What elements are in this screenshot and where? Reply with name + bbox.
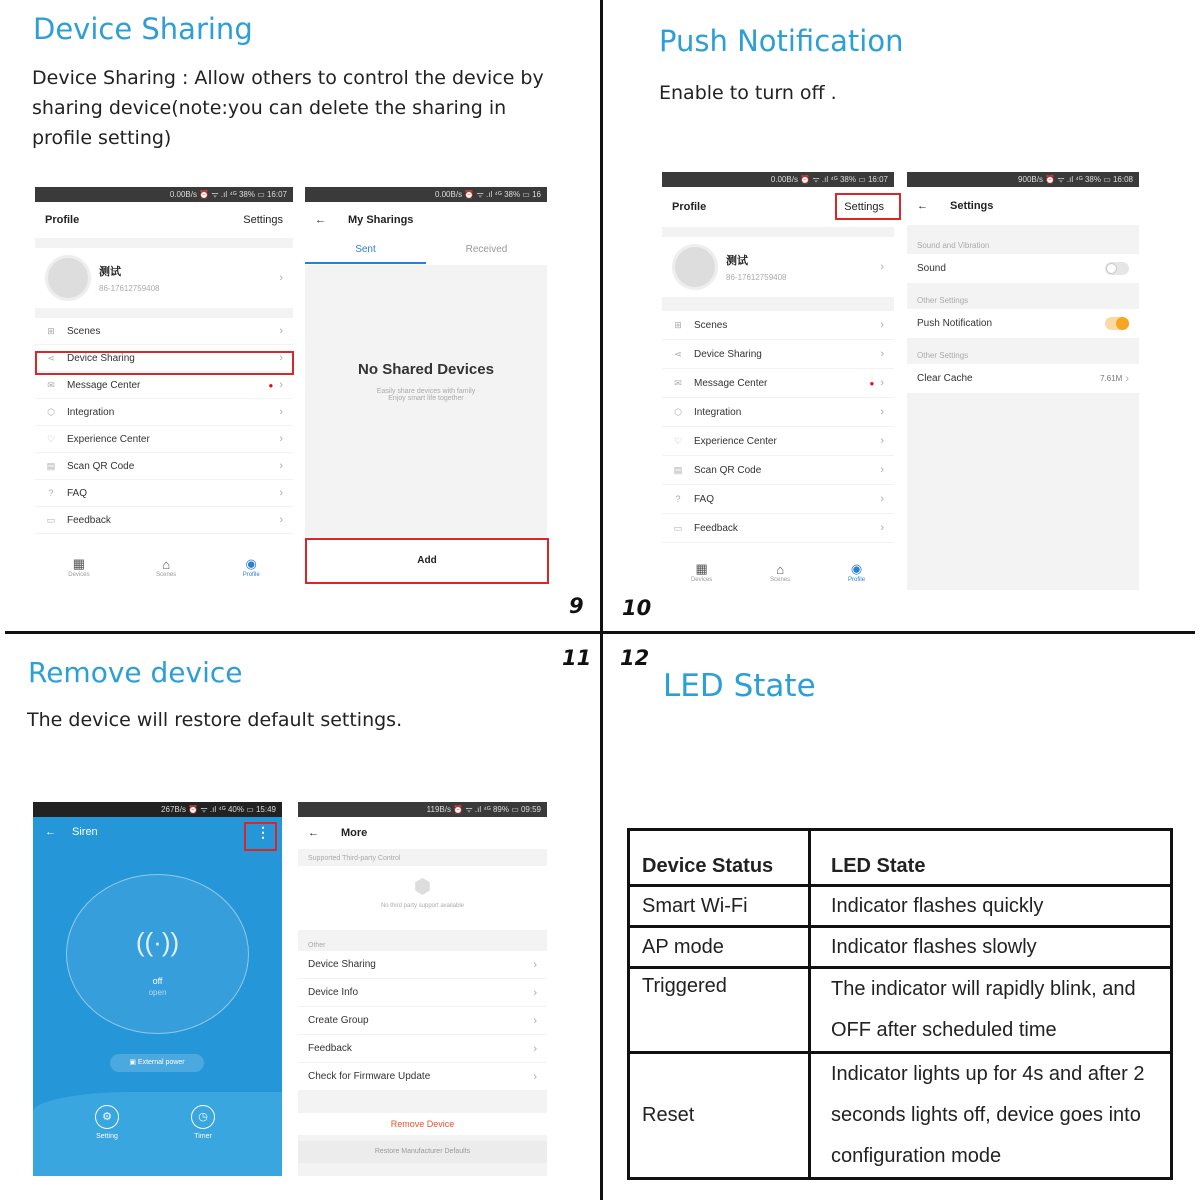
panel9-description [32, 63, 592, 153]
siren-dial[interactable] [66, 874, 249, 1034]
scenes-icon: ⊞ [47, 325, 55, 336]
section-label: Supported Third-party Control [308, 855, 401, 862]
notification-dot: ● [268, 380, 274, 390]
status-bar: 0.00B/s ⏰ ᯤ .ıl ⁴ᴳ 38% ▭ 16 [305, 187, 547, 202]
nav-label: Devices [690, 577, 713, 583]
more-item-create-group[interactable] [298, 1007, 547, 1035]
plug-icon: ▣ [129, 1059, 138, 1066]
chevron-right-icon: › [279, 379, 283, 391]
menu-item-scan-qr[interactable] [662, 456, 894, 485]
chevron-right-icon: › [279, 272, 283, 284]
nav-scenes[interactable] [770, 562, 790, 583]
page-title: More [341, 827, 368, 839]
chevron-right-icon: › [880, 348, 884, 360]
status-bar: 119B/s ⏰ ᯤ .ıl ⁴ᴳ 89% ▭ 09:59 [298, 802, 547, 817]
bottom-nav [662, 554, 894, 590]
chevron-right-icon: › [533, 958, 537, 971]
horizontal-divider [5, 631, 1195, 634]
menu-label: Integration [67, 406, 115, 418]
siren-wave-icon: ((·)) [135, 927, 180, 957]
row-label: Push Notification [917, 318, 993, 329]
chevron-right-icon: › [880, 319, 884, 331]
row-label: Create Group [308, 1015, 369, 1026]
chevron-right-icon: › [1125, 372, 1129, 385]
status-bar: 267B/s ⏰ ᯤ .ıl ⁴ᴳ 40% ▭ 15:49 [33, 802, 282, 817]
panel12-number: 12 [620, 646, 650, 670]
led-line: seconds lights off, device goes into [831, 1104, 1141, 1126]
menu-item-device-sharing[interactable] [662, 340, 894, 369]
page-title: Siren [72, 826, 98, 838]
row-label: Feedback [308, 1043, 352, 1054]
tab-received[interactable]: Received [465, 244, 508, 255]
profile-icon: ◉ [850, 561, 863, 576]
status-cell: Triggered [629, 968, 810, 1053]
more-item-device-info[interactable] [298, 979, 547, 1007]
notification-dot: ● [869, 378, 875, 388]
empty-note: No third party support available [380, 903, 465, 909]
chevron-right-icon: › [279, 514, 283, 526]
power-badge [110, 1054, 204, 1072]
add-button[interactable]: Add [305, 538, 549, 584]
my-sharings-screen [305, 187, 547, 587]
empty-state [305, 265, 547, 537]
power-label: External power [137, 1059, 185, 1066]
qr-icon: ▤ [46, 460, 56, 471]
row-label: Device Info [308, 987, 359, 998]
feedback-icon: ▭ [46, 514, 56, 525]
panel10-description: Enable to turn off . [659, 82, 837, 104]
empty-line: Easily share devices with family [376, 388, 476, 395]
chevron-right-icon: › [880, 377, 884, 389]
panel11-number: 11 [562, 646, 592, 670]
nav-label: Devices [68, 572, 90, 578]
user-name: 测试 [726, 255, 748, 267]
menu-label: Scenes [694, 319, 728, 331]
led-cell [810, 1053, 1172, 1179]
menu-item-experience-center[interactable] [35, 426, 293, 453]
clear-cache-row[interactable] [907, 364, 1139, 394]
page-title: My Sharings [348, 214, 414, 226]
nav-label: Scenes [156, 571, 177, 578]
led-cell: Indicator flashes slowly [810, 927, 1172, 968]
section-label: Other [308, 942, 326, 949]
bottom-nav [35, 547, 293, 587]
panel11-description: The device will restore default settings. [27, 709, 403, 731]
desc-line: sharing device(note:you can delete the sharing in [32, 97, 507, 119]
back-arrow-icon[interactable]: ← [308, 827, 319, 839]
panel12-title: LED State [663, 668, 816, 704]
chevron-right-icon: › [533, 1042, 537, 1055]
status-bar: 0.00B/s ⏰ ᯤ .ıl ⁴ᴳ 38% ▭ 16:07 [662, 172, 894, 187]
highlight-box [35, 351, 294, 375]
status-cell: Smart Wi-Fi [629, 886, 810, 927]
cache-size: 7.61M [1100, 374, 1123, 383]
chevron-right-icon: › [279, 487, 283, 499]
menu-label: Experience Center [694, 435, 777, 447]
feedback-icon: ▭ [673, 522, 683, 533]
nav-label: Scenes [770, 576, 791, 583]
integration-icon: ⬡ [674, 406, 682, 417]
more-item-feedback[interactable] [298, 1035, 547, 1063]
integration-icon: ⬡ [47, 406, 55, 417]
section-label: Other Settings [917, 351, 969, 360]
led-line: configuration mode [831, 1145, 1002, 1167]
sharing-tabs [305, 238, 547, 264]
other-list [298, 951, 547, 1091]
back-arrow-icon[interactable]: ← [315, 214, 326, 226]
timer-label: Timer [194, 1133, 212, 1140]
menu-item-integration[interactable] [662, 398, 894, 427]
user-card[interactable] [35, 248, 293, 308]
empty-title: No Shared Devices [358, 361, 494, 378]
menu-label: Message Center [694, 377, 768, 389]
chevron-right-icon: › [880, 406, 884, 418]
table-row [629, 968, 1172, 1053]
share-icon: ⋖ [47, 352, 55, 363]
spacer [662, 297, 894, 311]
message-icon: ✉ [674, 377, 682, 388]
panel11-title: Remove device [28, 656, 243, 689]
timer-button[interactable] [191, 1105, 215, 1140]
section-label: Sound and Vibration [917, 241, 990, 250]
setting-label: Setting [96, 1133, 118, 1140]
menu-label: FAQ [67, 487, 88, 499]
desc-line: profile setting) [32, 127, 172, 149]
led-line: Indicator lights up for 4s and after 2 [831, 1063, 1145, 1085]
settings-header [907, 187, 1139, 225]
section-label: Other Settings [917, 296, 969, 305]
menu-item-message-center[interactable] [35, 372, 293, 399]
qr-icon: ▤ [673, 464, 683, 475]
menu-item-scan-qr[interactable] [35, 453, 293, 480]
chevron-right-icon: › [279, 433, 283, 445]
nav-scenes[interactable] [156, 557, 176, 578]
sound-toggle[interactable] [1105, 262, 1129, 275]
chevron-right-icon: › [279, 352, 283, 364]
menu-label: Scan QR Code [67, 460, 135, 472]
clock-icon: ◷ [191, 1105, 215, 1129]
back-arrow-icon[interactable]: ← [45, 826, 56, 838]
nav-profile[interactable] [243, 556, 260, 578]
table-row [629, 1053, 1172, 1179]
spacer [35, 308, 293, 318]
settings-screen [907, 172, 1139, 590]
home-icon: ⌂ [776, 561, 785, 577]
more-screen [298, 802, 547, 1176]
led-cell [810, 968, 1172, 1053]
status-cell: AP mode [629, 927, 810, 968]
panel9-number: 9 [569, 594, 584, 618]
led-line: The indicator will rapidly blink, and [831, 978, 1136, 1000]
highlight-box [244, 822, 277, 851]
user-id: 86-17612759408 [99, 284, 160, 293]
settings-link[interactable]: Settings [844, 201, 884, 213]
chevron-right-icon: › [880, 464, 884, 476]
menu-item-faq[interactable] [35, 480, 293, 507]
row-label: Sound [917, 263, 946, 274]
table-row [629, 927, 1172, 968]
setting-button[interactable] [95, 1105, 119, 1140]
menu-label: Device Sharing [694, 348, 762, 360]
push-notification-row [907, 309, 1139, 339]
nav-profile[interactable] [848, 561, 865, 583]
spacer [662, 227, 894, 237]
page-title: Profile [45, 214, 80, 226]
nav-label: Profile [242, 572, 260, 578]
menu-label: Experience Center [67, 433, 150, 445]
remove-device-button[interactable]: Remove Device [298, 1113, 547, 1135]
third-party-empty [298, 866, 547, 930]
menu-item-scenes[interactable] [35, 318, 293, 345]
menu-item-feedback[interactable] [662, 514, 894, 543]
menu-item-integration[interactable] [35, 399, 293, 426]
more-header [298, 817, 547, 849]
avatar [672, 244, 718, 290]
state-open: open [148, 988, 167, 997]
avatar [45, 255, 91, 301]
siren-screen [33, 802, 282, 1176]
menu-label: FAQ [694, 493, 715, 505]
header-device-status: Device Status [629, 830, 810, 886]
menu-label: Message Center [67, 379, 141, 391]
table-header-row [629, 830, 1172, 886]
restore-defaults-button[interactable]: Restore Manufacturer Defaults [298, 1141, 547, 1163]
led-cell: Indicator flashes quickly [810, 886, 1172, 927]
chevron-right-icon: › [880, 435, 884, 447]
more-item-firmware[interactable] [298, 1063, 547, 1091]
chevron-right-icon: › [279, 325, 283, 337]
profile-header [35, 202, 293, 238]
chevron-right-icon: › [533, 986, 537, 999]
chevron-right-icon: › [880, 522, 884, 534]
more-item-device-sharing[interactable] [298, 951, 547, 979]
menu-label: Feedback [67, 514, 111, 526]
status-bar: 900B/s ⏰ ᯤ .ıl ⁴ᴳ 38% ▭ 16:08 [907, 172, 1139, 187]
push-toggle[interactable] [1105, 317, 1129, 330]
led-state-table [627, 828, 1173, 1180]
nav-devices[interactable] [691, 561, 712, 583]
cube-icon: ⬢ [413, 876, 432, 898]
heart-icon: ♡ [673, 435, 683, 446]
menu-label: Scan QR Code [694, 464, 762, 476]
menu-label: Feedback [694, 522, 738, 534]
profile-screen [35, 187, 293, 587]
led-line: OFF after scheduled time [831, 1019, 1057, 1041]
panel10-number: 10 [622, 596, 652, 620]
page-title: Profile [672, 201, 707, 213]
chevron-right-icon: › [880, 261, 884, 273]
empty-line: Enjoy smart life together [388, 395, 464, 402]
help-icon: ? [675, 494, 681, 504]
devices-icon: ▦ [72, 556, 86, 571]
sound-row [907, 254, 1139, 284]
home-icon: ⌂ [162, 556, 171, 572]
header-led-state: LED State [810, 830, 1172, 886]
menu-item-faq[interactable] [662, 485, 894, 514]
nav-label: Profile [848, 577, 866, 583]
user-card[interactable] [662, 237, 894, 297]
sharings-header [305, 202, 547, 238]
status-cell: Reset [629, 1053, 810, 1179]
help-icon: ? [48, 488, 54, 498]
nav-devices[interactable] [68, 556, 89, 578]
back-arrow-icon[interactable]: ← [917, 200, 928, 212]
menu-label: Scenes [67, 325, 101, 337]
share-icon: ⋖ [674, 348, 682, 359]
status-bar: 0.00B/s ⏰ ᯤ .ıl ⁴ᴳ 38% ▭ 16:07 [35, 187, 293, 202]
panel10-title: Push Notification [659, 24, 904, 58]
row-label: Check for Firmware Update [308, 1071, 431, 1082]
settings-link[interactable]: Settings [243, 214, 283, 226]
user-id: 86-17612759408 [726, 273, 787, 282]
row-label: Clear Cache [917, 373, 973, 384]
more-options-icon[interactable]: ⋮ [256, 823, 270, 840]
vertical-divider [600, 0, 603, 1200]
state-off: off [152, 976, 163, 986]
chevron-right-icon: › [533, 1014, 537, 1027]
highlight-box [835, 193, 901, 220]
row-label: Device Sharing [308, 959, 376, 970]
panel9-title: Device Sharing [33, 12, 253, 46]
devices-icon: ▦ [695, 561, 708, 576]
heart-icon: ♡ [46, 433, 56, 444]
menu-item-scenes[interactable] [662, 311, 894, 340]
tab-sent[interactable]: Sent [305, 238, 426, 264]
profile-icon: ◉ [245, 556, 257, 571]
chevron-right-icon: › [279, 460, 283, 472]
menu-item-experience-center[interactable] [662, 427, 894, 456]
spacer [35, 238, 293, 248]
gear-icon: ⚙ [95, 1105, 119, 1129]
profile-screen [662, 172, 894, 590]
menu-label: Integration [694, 406, 742, 418]
chevron-right-icon: › [880, 493, 884, 505]
menu-label: Device Sharing [67, 352, 135, 364]
table-row [629, 886, 1172, 927]
chevron-right-icon: › [533, 1070, 537, 1083]
page-title: Settings [950, 200, 994, 212]
menu-item-feedback[interactable] [35, 507, 293, 534]
message-icon: ✉ [47, 379, 55, 390]
desc-line: Device Sharing : Allow others to control the device by [32, 67, 544, 89]
chevron-right-icon: › [279, 406, 283, 418]
scenes-icon: ⊞ [674, 319, 682, 330]
menu-item-message-center[interactable] [662, 369, 894, 398]
wave-footer [33, 1092, 282, 1176]
user-name: 测试 [99, 266, 121, 278]
